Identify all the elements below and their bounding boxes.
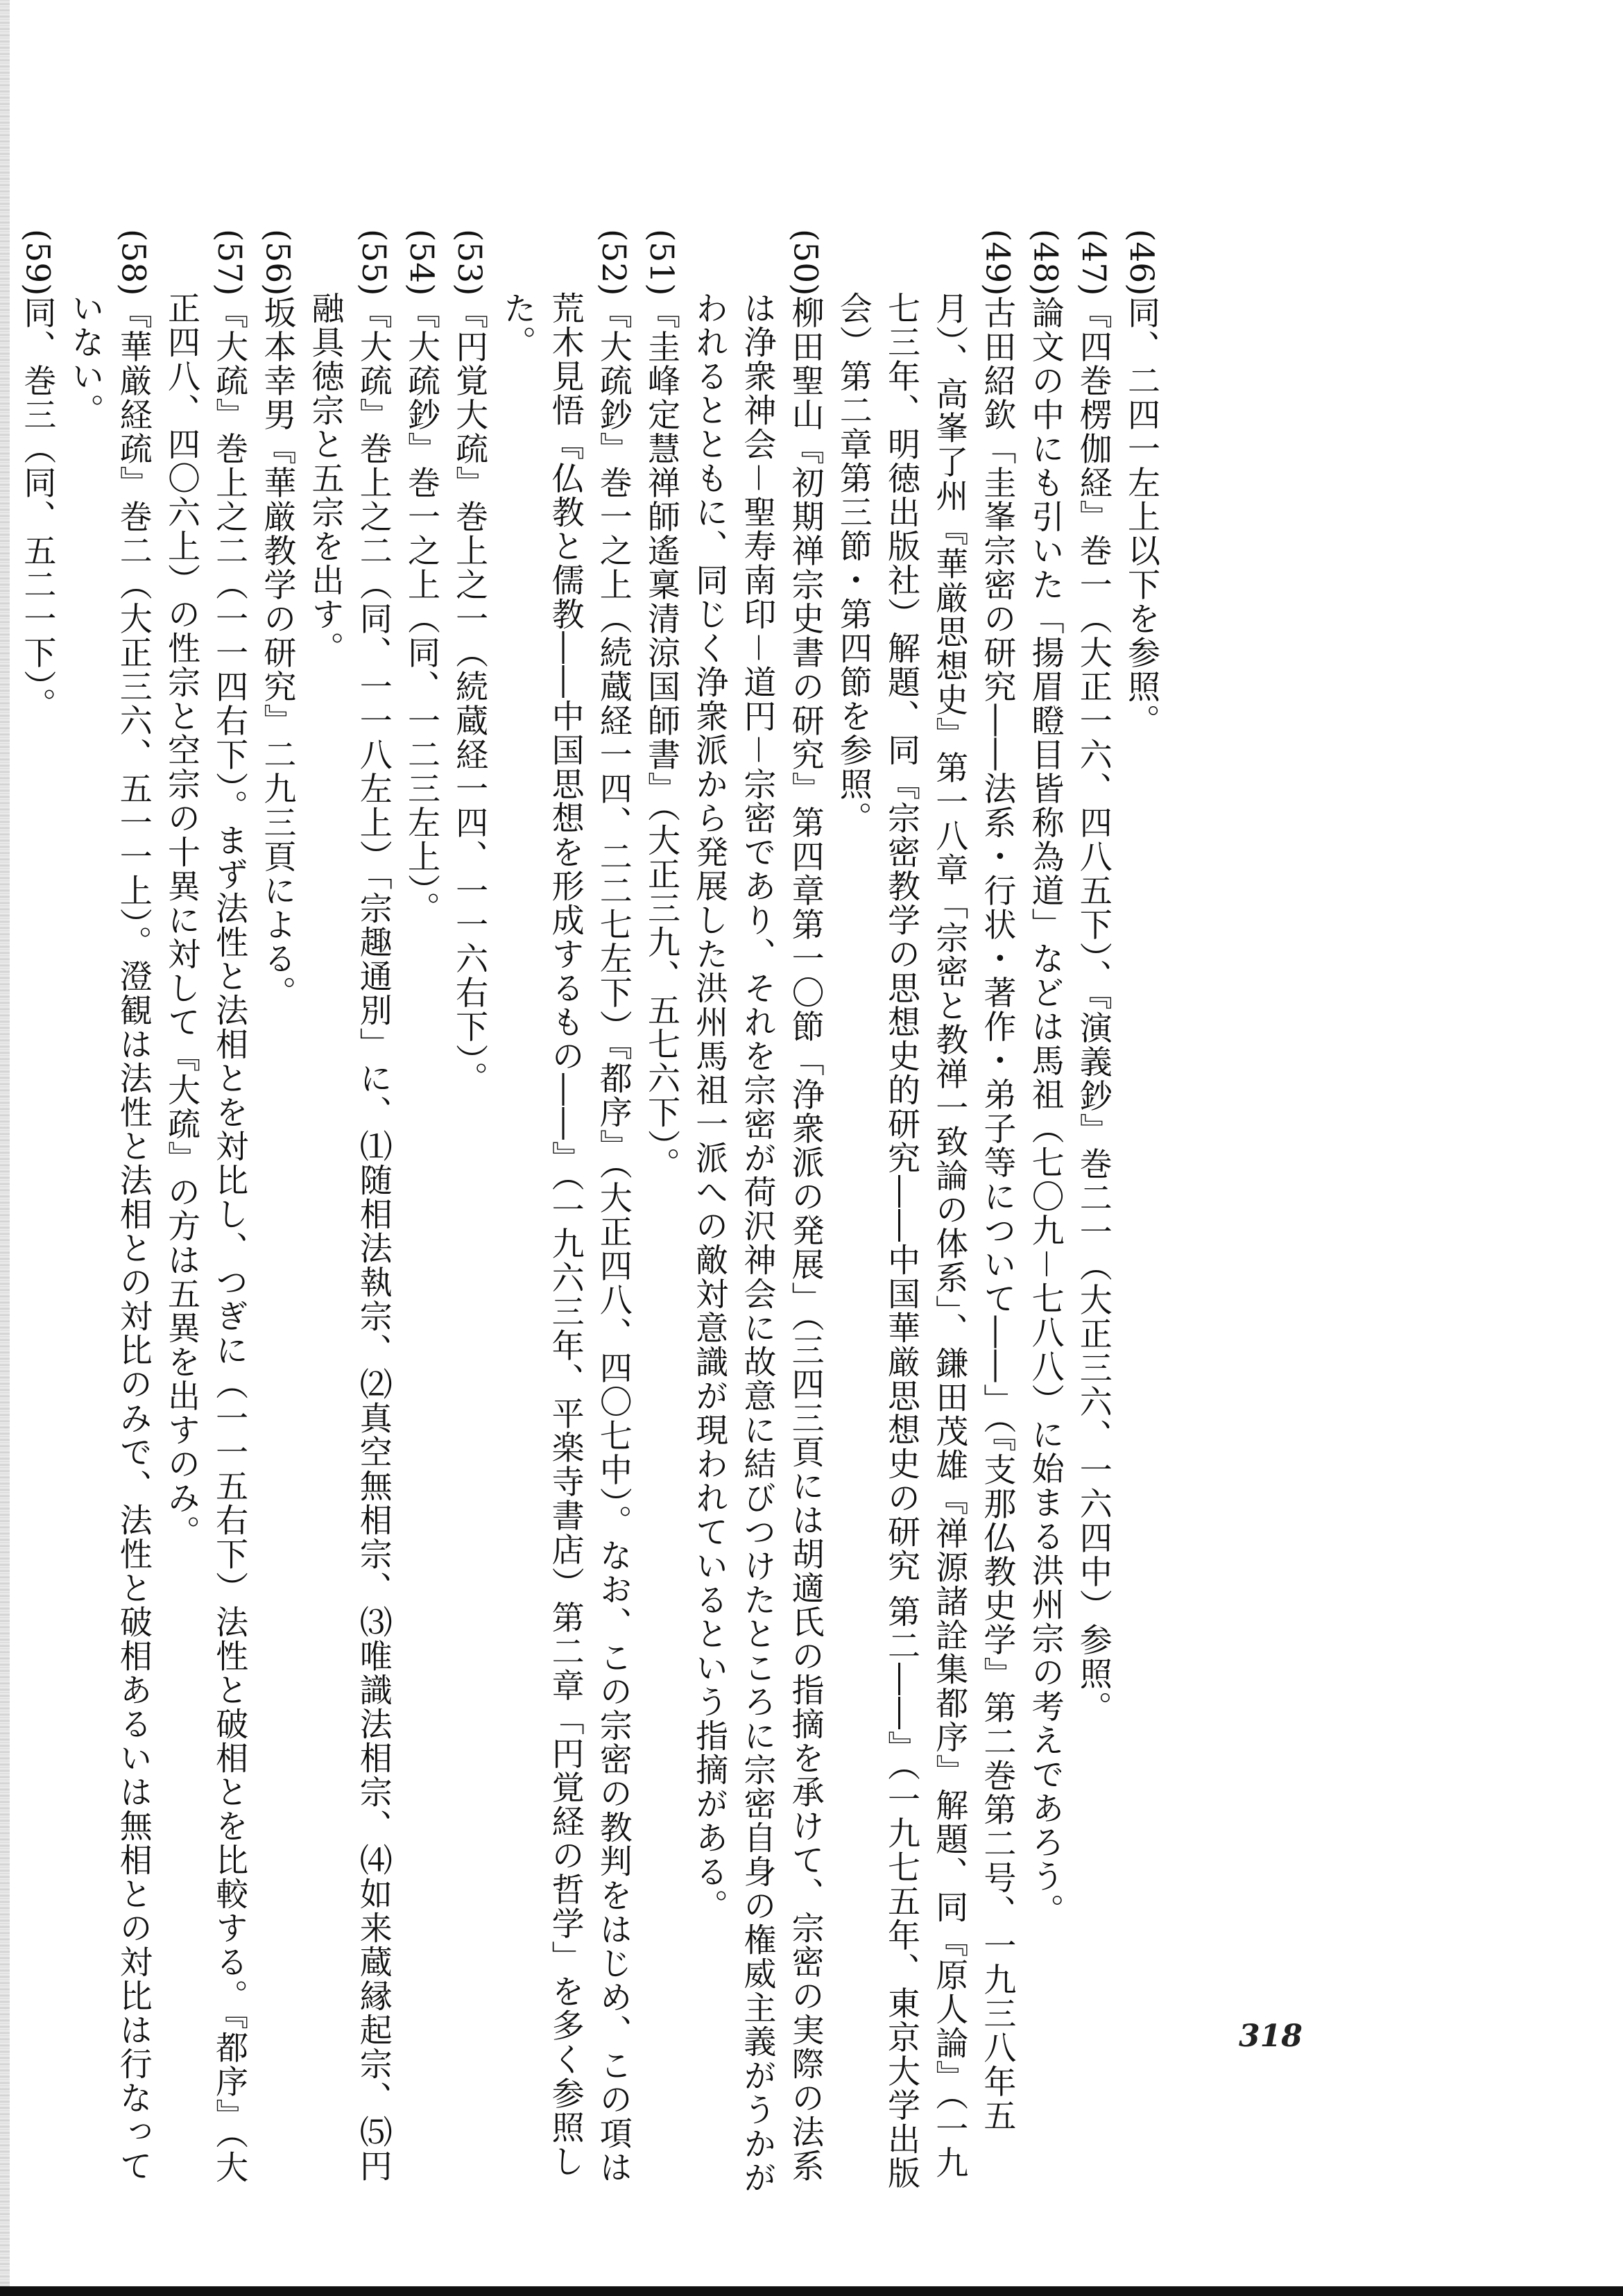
- note-text: 『圭峰定慧禅師遙稟清涼国師書』（大正三九、五七六下）。: [642, 295, 680, 1181]
- note-text: 『四巻楞伽経』巻一（大正一六、四八五下）、『演義鈔』巻二一（大正三六、一六四中）参照。: [1074, 295, 1113, 1725]
- note-49: [830, 229, 1022, 2199]
- note-text: 『大疏』巻上之二（同、一一八左上）「宗趣通別」に、⑴随相法執宗、⑵真空無相宗、⑶唯識法相宗、⑷如来蔵縁起宗、⑸円融具徳宗と五宗を出す。: [306, 291, 393, 2183]
- note-number: (51): [642, 229, 680, 296]
- note-text: 『円覚大疏』巻上之一（続蔵経一四、一一六右下）。: [450, 295, 489, 1095]
- note-number: (58): [114, 229, 153, 296]
- notes-column-block: [13, 229, 1165, 2199]
- note-56: [253, 229, 301, 2199]
- note-number: (52): [594, 229, 633, 296]
- note-57: [157, 229, 253, 2199]
- note-number: (47): [1074, 229, 1113, 296]
- note-59: [13, 229, 61, 2199]
- note-48: [1021, 229, 1069, 2199]
- note-number: (57): [210, 229, 249, 296]
- scan-left-edge: [0, 0, 10, 2296]
- note-number: (54): [402, 229, 440, 296]
- note-number: (56): [258, 229, 297, 296]
- note-text: 同、二四一左上以下を参照。: [1122, 295, 1160, 738]
- note-46: [1117, 229, 1165, 2199]
- note-number: (49): [978, 229, 1017, 296]
- note-text: 『大疏鈔』巻一之上（続蔵経一四、二二七左下）『都序』（大正四八、四〇七中）。なお、この宗密の教判をはじめ、この項は荒木見悟『仏教と儒教――中国思想を形成するもの――』（一九六三年、平楽寺書店）第二章「円覚経の哲学」を多く参照した。: [498, 291, 633, 2184]
- note-text: 坂本幸男『華厳教学の研究』二九三頁による。: [258, 295, 297, 1010]
- note-text: 『大疏』巻上之二（一一四右下）。まず法性と法相とを対比し、つぎに（一一五右下）法性と破相とを比較する。『都序』（大正四八、四〇六上）の性宗と空宗の十異に対して『大疏』の方は五異を出すのみ。: [162, 291, 249, 2184]
- note-number: (55): [354, 229, 393, 296]
- note-number: (50): [786, 229, 825, 296]
- note-number: (46): [1122, 229, 1160, 296]
- note-58: [61, 229, 157, 2199]
- note-47: [1070, 229, 1117, 2199]
- page-number: 318: [1239, 2019, 1303, 2054]
- note-text: 論文の中にも引いた「揚眉瞪目皆称為道」などは馬祖（七〇九－七八八）に始まる洪州宗の考えであろう。: [1026, 295, 1065, 1928]
- note-50: [685, 229, 830, 2199]
- note-54: [397, 229, 445, 2199]
- note-53: [445, 229, 493, 2199]
- note-number: (48): [1026, 229, 1065, 296]
- note-text: 古田紹欽「圭峯宗密の研究――法系・行状・著作・弟子等について――」（『支那仏教史学』第二巻第二号、一九三八年五月）、高峯了州『華厳思想史』第一八章「宗密と教禅一致論の体系」、鎌田茂雄『禅源諸詮集都序』解題、同『原人論』（一九七三年、明徳出版社）解題、同『宗密教学の思想史的研究――中国華厳思想史の研究 第二――』（一九七五年、東京大学出版会）第二章第三節・第四節を参照。: [834, 291, 1017, 2191]
- note-text: 柳田聖山『初期禅宗史書の研究』第四章第一〇節「浄衆派の発展」（三四三頁には胡適氏の指摘を承けて、宗密の実際の法系は浄衆神会－聖寿南印－道円－宗密であり、それを宗密が荷沢神会に故意に結びつけたところに宗密自身の権威主義がうかがわれるとともに、同じく浄衆派から発展した洪州馬祖一派への敵対意識が現われているという指摘がある。: [690, 291, 825, 2195]
- note-55: [301, 229, 397, 2199]
- note-text: 同、巻三（同、五二一下）。: [18, 295, 57, 721]
- note-text: 『華厳経疏』巻二（大正三六、五一一上）。澄観は法性と法相との対比のみで、法性と破相あるいは無相との対比は行なっていない。: [66, 291, 153, 2183]
- note-52: [493, 229, 637, 2199]
- note-text: 『大疏鈔』巻一之上（同、一二三左上）。: [402, 295, 440, 925]
- note-number: (59): [18, 229, 57, 296]
- scan-bottom-edge: [0, 2286, 1623, 2296]
- note-number: (53): [450, 229, 489, 296]
- note-51: [637, 229, 685, 2199]
